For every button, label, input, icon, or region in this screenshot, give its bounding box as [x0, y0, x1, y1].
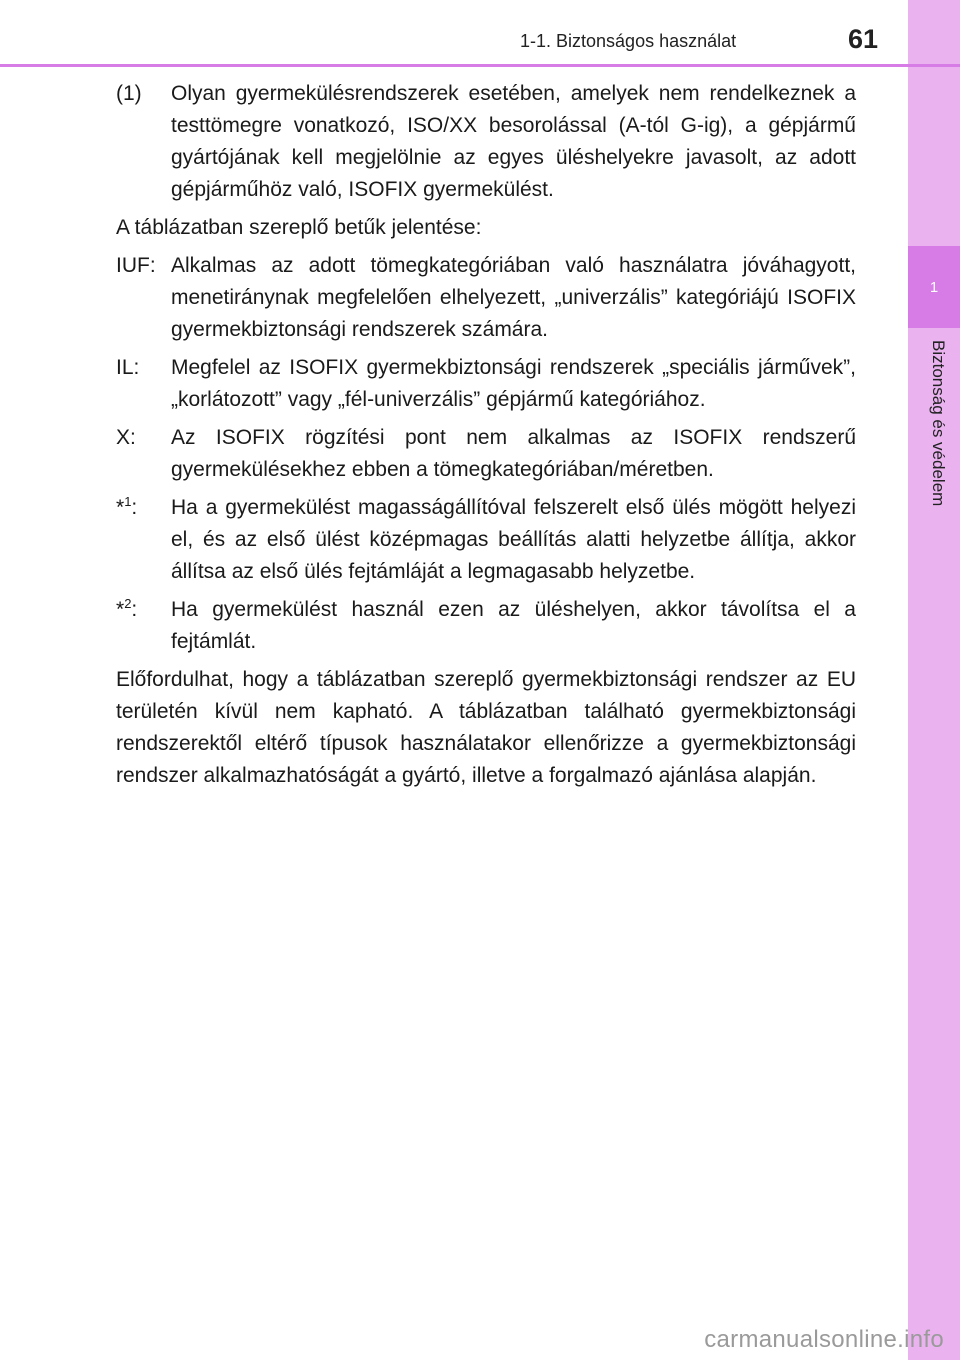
chapter-title: Biztonság és védelem	[929, 340, 948, 507]
legend-intro: A táblázatban szereplő betűk jelentése:	[116, 216, 482, 239]
legend-iuf	[116, 250, 856, 346]
legend-il-label: IL:	[116, 356, 140, 379]
footnote-2-star: *	[116, 598, 125, 621]
watermark: carmanualsonline.info	[704, 1326, 944, 1353]
legend-x-text: Az ISOFIX rögzítési pont nem alkalmas az ISOFIX rendszerű gyermekülésekhez ebben a tömegkategóriában/méretben.	[171, 426, 856, 481]
legend-x-label: X:	[116, 426, 136, 449]
section-title: 1-1. Biztonságos használat	[520, 31, 737, 51]
item-1-label: (1)	[116, 82, 142, 105]
side-tab	[908, 0, 960, 1360]
footnote-1	[116, 492, 856, 588]
footnote-1-text: Ha a gyermekülést magasságállítóval felszerelt első ülés mögött helyezi el, és az első ülést középmagas beállítás alatti helyzetbe állítja, akkor állítsa az első ülés fejtámláját a legmagasabb helyzetbe.	[171, 496, 856, 583]
footnote-2-number: 2	[124, 596, 132, 611]
legend-iuf-text: Alkalmas az adott tömegkategóriában való használatra jóváhagyott, menetiránynak megfelelően elhelyezett, „univerzális” kategóriájú ISOFIX gyermekbiztonsági rendszerek számára.	[171, 254, 856, 341]
footnote-1-label	[116, 492, 171, 588]
footnote-2-colon: :	[131, 598, 138, 621]
legend-il	[116, 352, 856, 416]
footnote-1-number: 1	[124, 494, 132, 509]
footnote-1-star: *	[116, 496, 125, 519]
page-number: 61	[848, 24, 879, 54]
item-1-text: Olyan gyermekülésrendszerek esetében, amelyek nem rendelkeznek a testtömegre vonatkozó, ISO/XX besorolással (A-tól G-ig), a gépjármű gyártójának kell megjelölnie az egyes üléshelyekre javasolt, az adott gépjárműhöz való, ISOFIX gyermekülést.	[171, 82, 856, 201]
chapter-number-box	[908, 246, 960, 328]
closing-paragraph: Előfordulhat, hogy a táblázatban szereplő gyermekbiztonsági rendszer az EU területén kívül nem kapható. A táblázatban található gyermekbiztonsági rendszerektől eltérő típusok használatakor ellenőrizze a gyermekbiztonsági rendszer alkalmazhatóságát a gyártó, illetve a forgalmazó ajánlása alapján.	[116, 668, 856, 787]
legend-x	[116, 422, 856, 486]
footnote-2-label	[116, 594, 171, 658]
main-content	[116, 78, 856, 798]
header-divider	[0, 64, 960, 67]
legend-iuf-label: IUF:	[116, 254, 156, 277]
item-1	[116, 78, 856, 206]
chapter-number: 1	[929, 278, 939, 296]
legend-il-text: Megfelel az ISOFIX gyermekbiztonsági rendszerek „speciális járművek”, „korlátozott” vagy „fél-univerzális” gépjármű kategóriához.	[171, 356, 856, 411]
footnote-1-colon: :	[131, 496, 138, 519]
footnote-2	[116, 594, 856, 658]
footnote-2-text: Ha gyermekülést használ ezen az üléshelyen, akkor távolítsa el a fejtámlát.	[171, 598, 856, 653]
